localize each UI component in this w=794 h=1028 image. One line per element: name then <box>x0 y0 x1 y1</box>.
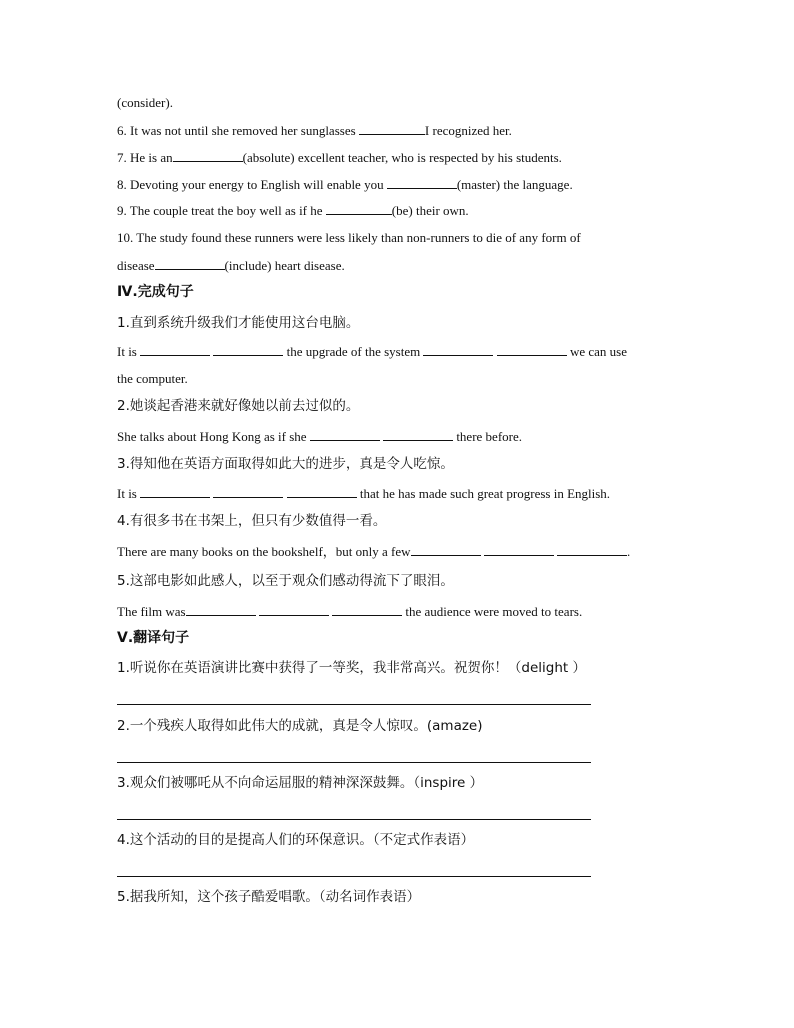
answer-blank[interactable] <box>497 343 567 356</box>
translate-1-answer-line[interactable] <box>117 704 591 705</box>
answer-blank[interactable] <box>213 485 283 498</box>
text: disease <box>117 258 155 273</box>
question-10-cont <box>117 257 345 274</box>
sentence-1-english <box>117 343 627 360</box>
answer-blank[interactable] <box>140 485 210 498</box>
answer-blank[interactable] <box>259 603 329 616</box>
text: . <box>627 544 631 559</box>
text: we can use <box>566 344 627 359</box>
consider-line <box>117 95 173 111</box>
text: that he has made such great progress in English. <box>356 486 611 501</box>
text: (consider). <box>117 95 173 110</box>
answer-blank[interactable] <box>213 343 283 356</box>
translate-1-prompt: 1.听说你在英语演讲比赛中获得了一等奖，我非常高兴。祝贺你！（delight ） <box>117 660 586 676</box>
answer-blank[interactable] <box>287 485 357 498</box>
section-heading-4: Ⅳ.完成句子 <box>117 284 194 300</box>
section-heading-5: Ⅴ.翻译句子 <box>117 630 190 646</box>
text: the audience were moved to tears. <box>402 604 583 619</box>
question-9 <box>117 202 469 219</box>
translate-4-prompt: 4.这个活动的目的是提高人们的环保意识。（不定式作表语） <box>117 832 475 848</box>
answer-blank[interactable] <box>557 543 627 556</box>
text: the upgrade of the system <box>283 344 424 359</box>
sentence-3-english <box>117 485 610 502</box>
answer-blank[interactable] <box>173 149 243 162</box>
translate-3-answer-line[interactable] <box>117 819 591 820</box>
sentence-1-chinese: 1.直到系统升级我们才能使用这台电脑。 <box>117 315 360 331</box>
translate-2-answer-line[interactable] <box>117 762 591 763</box>
answer-blank[interactable] <box>484 543 554 556</box>
answer-blank[interactable] <box>310 428 380 441</box>
text: 6. It was not until she removed her sunglasses <box>117 123 359 138</box>
question-7 <box>117 149 562 166</box>
sentence-2-english <box>117 428 522 445</box>
text: The film was <box>117 604 186 619</box>
sentence-4-chinese: 4.有很多书在书架上，但只有少数值得一看。 <box>117 513 387 529</box>
sentence-1-cont: the computer. <box>117 371 188 386</box>
text: It is <box>117 486 141 501</box>
answer-blank[interactable] <box>140 343 210 356</box>
translate-4-answer-line[interactable] <box>117 876 591 877</box>
answer-blank[interactable] <box>359 122 425 135</box>
answer-blank[interactable] <box>186 603 256 616</box>
translate-3-prompt: 3.观众们被哪吒从不向命运屈服的精神深深鼓舞。（inspire ） <box>117 775 484 791</box>
answer-blank[interactable] <box>387 176 457 189</box>
translate-5-prompt: 5.据我所知，这个孩子酷爱唱歌。（动名词作表语） <box>117 889 421 905</box>
answer-blank[interactable] <box>332 603 402 616</box>
text: I recognized her. <box>424 123 512 138</box>
question-10 <box>117 230 581 246</box>
text: (master) the language. <box>456 177 573 192</box>
sentence-2-chinese: 2.她谈起香港来就好像她以前去过似的。 <box>117 398 360 414</box>
text: She talks about Hong Kong as if she <box>117 429 310 444</box>
text: 10. The study found these runners were less likely than non-runners to die of any form of <box>117 230 581 245</box>
sentence-3-chinese: 3.得知他在英语方面取得如此大的进步，真是令人吃惊。 <box>117 456 454 472</box>
sentence-5-english <box>117 603 582 620</box>
answer-blank[interactable] <box>423 343 493 356</box>
text: There are many books on the bookshelf，but only a few <box>117 544 411 559</box>
text: 8. Devoting your energy to English will enable you <box>117 177 387 192</box>
text: (include) heart disease. <box>224 258 345 273</box>
answer-blank[interactable] <box>411 543 481 556</box>
sentence-4-english <box>117 543 630 560</box>
text: 9. The couple treat the boy well as if he <box>117 203 326 218</box>
question-6 <box>117 122 512 139</box>
question-8 <box>117 176 573 193</box>
text: (absolute) excellent teacher, who is respected by his students. <box>242 150 562 165</box>
translate-2-prompt: 2.一个残疾人取得如此伟大的成就，真是令人惊叹。(amaze) <box>117 718 483 734</box>
text: (be) their own. <box>391 203 469 218</box>
sentence-5-chinese: 5.这部电影如此感人，以至于观众们感动得流下了眼泪。 <box>117 573 454 589</box>
text: there before. <box>453 429 522 444</box>
text: It is <box>117 344 141 359</box>
answer-blank[interactable] <box>383 428 453 441</box>
answer-blank[interactable] <box>326 202 392 215</box>
answer-blank[interactable] <box>155 257 225 270</box>
text: 7. He is an <box>117 150 173 165</box>
